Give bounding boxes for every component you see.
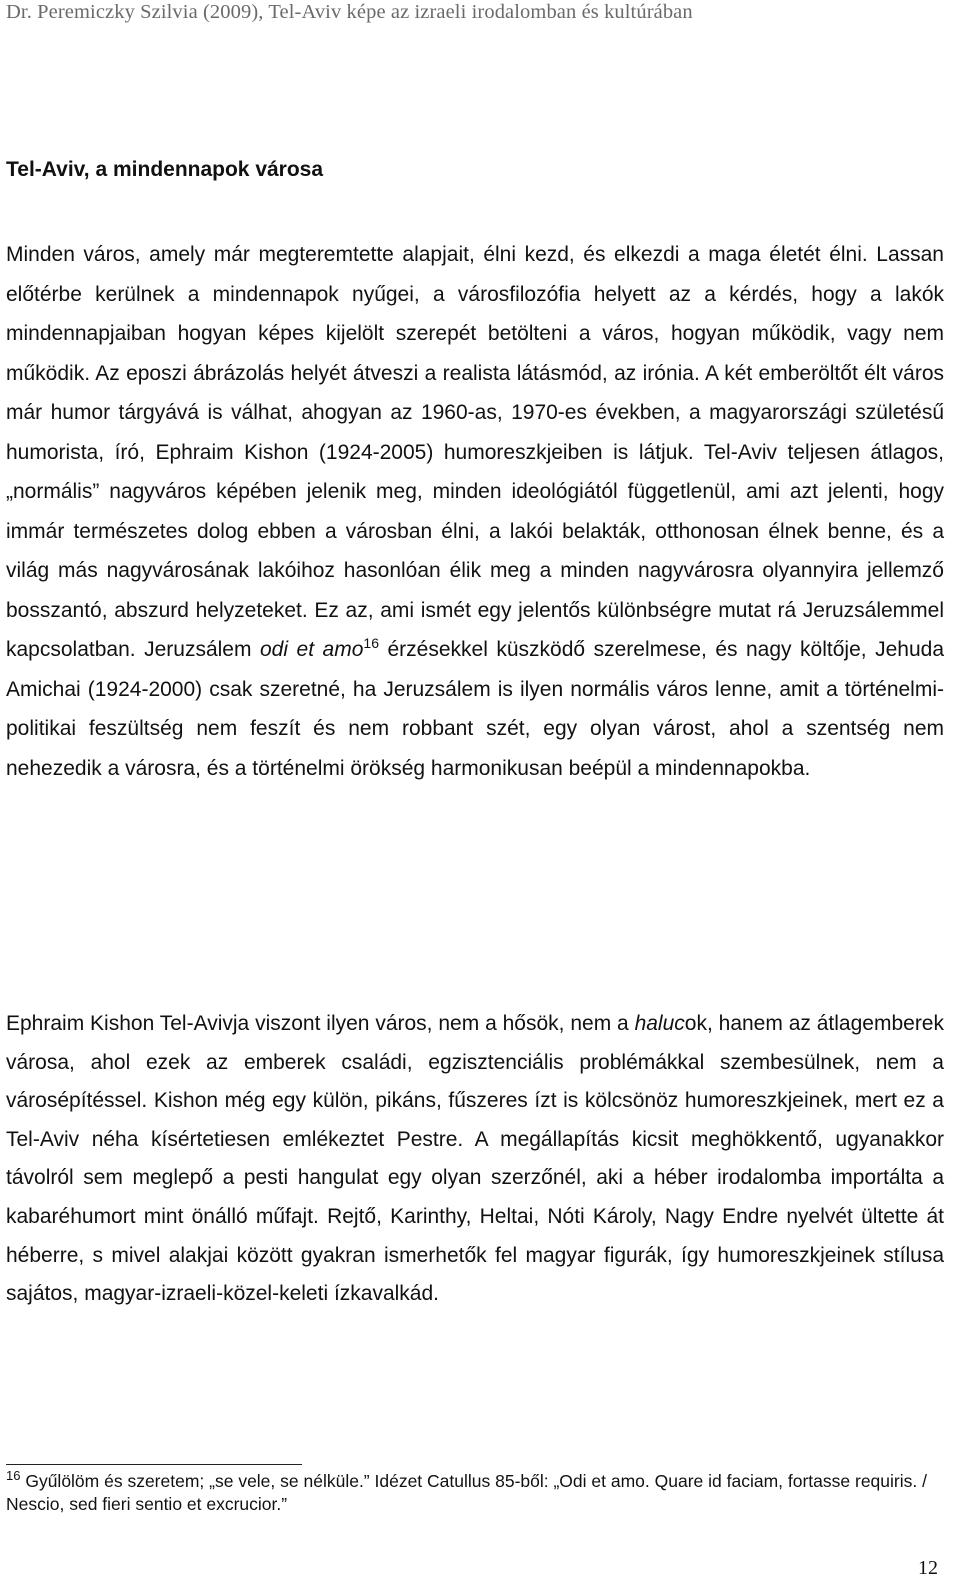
- latin-phrase: odi et amo: [259, 638, 364, 661]
- section-title: Tel-Aviv, a mindennapok városa: [6, 158, 324, 181]
- body-paragraph-2: [6, 1005, 944, 1314]
- footnote-text: Gyűlölöm és szeretem; „se vele, se nélküle.” Idézet Catullus 85-ből: „Odi et amo. Quare id faciam, fortasse requiris. / Nescio, sed fieri sentio et excrucior.”: [6, 1471, 927, 1514]
- page-number: 12: [918, 1557, 938, 1579]
- running-header: Dr. Peremiczky Szilvia (2009), Tel-Aviv képe az izraeli irodalomban és kultúrában: [6, 1, 693, 23]
- footnote: [6, 1470, 946, 1516]
- footnote-separator: [6, 1464, 302, 1465]
- paragraph-text: Ephraim Kishon Tel-Avivja viszont ilyen város, nem a hősök, nem a: [6, 1012, 635, 1035]
- footnote-number: 16: [6, 1468, 21, 1484]
- footnote-reference[interactable]: 16: [363, 635, 379, 651]
- paragraph-text: ok, hanem az átlagemberek városa, ahol ezek az emberek családi, egzisztenciális problémákkal szembesülnek, nem a városépítéssel. Kishon még egy külön, pikáns, fűszeres ízt is kölcsönöz humoreszkjeinek, mert ez a Tel-Aviv néha kísértetiesen emlékeztet Pestre. A megállapítás kicsit meghökkentő, ugyanakkor távolról sem meglepő a pesti hangulat egy olyan szerzőnél, aki a héber irodalomba importálta a kabaréhumort mint önálló műfajt. Rejtő, Karinthy, Heltai, Nóti Károly, Nagy Endre nyelvét ültette át héberre, s mivel alakjai között gyakran ismerhetők fel magyar figurák, így humoreszkjeinek stílusa sajátos, magyar-izraeli-közel-keleti ízkavalkád.: [6, 1012, 944, 1306]
- hebrew-term: haluc: [634, 1012, 685, 1035]
- body-paragraph-1: [6, 235, 944, 788]
- paragraph-text: Minden város, amely már megteremtette alapjait, élni kezd, és elkezdi a maga életét élni. Lassan előtérbe kerülnek a mindennapok nyűgei, a városfilozófia helyett az a kérdés, hogy a lakók mindennapjaiban hogyan képes kijelölt szerepét betölteni a város, hogyan működik, vagy nem működik. Az eposzi ábrázolás helyét átveszi a realista látásmód, az irónia. A két emberöltőt élt város már humor tárgyává is válhat, ahogyan az 1960-as, 1970-es években, a magyarországi születésű humorista, író, Ephraim Kishon (1924-2005) humoreszkjeiben is látjuk. Tel-Aviv teljesen átlagos, „normális” nagyváros képében jelenik meg, minden ideológiától függetlenül, ami azt jelenti, hogy immár természetes dolog ebben a városban élni, a lakói belakták, otthonosan élnek benne, és a világ más nagyvárosának lakóihoz hasonlóan élik meg a minden nagyvárosra olyannyira jellemző bosszantó, abszurd helyzeteket. Ez az, ami ismét egy jelentős különbségre mutat rá Jeruzsálemmel kapcsolatban. Jeruzsálem: [6, 243, 944, 661]
- paragraph-text: érzésekkel küszködő szerelmese, és nagy költője, Jehuda Amichai (1924-2000) csak szeretné, ha Jeruzsálem is ilyen normális város lenne, amit a történelmi-politikai feszültség nem feszít és nem robbant szét, egy olyan várost, ahol a szentség nem nehezedik a városra, és a történelmi örökség harmonikusan beépül a mindennapokba.: [6, 638, 944, 780]
